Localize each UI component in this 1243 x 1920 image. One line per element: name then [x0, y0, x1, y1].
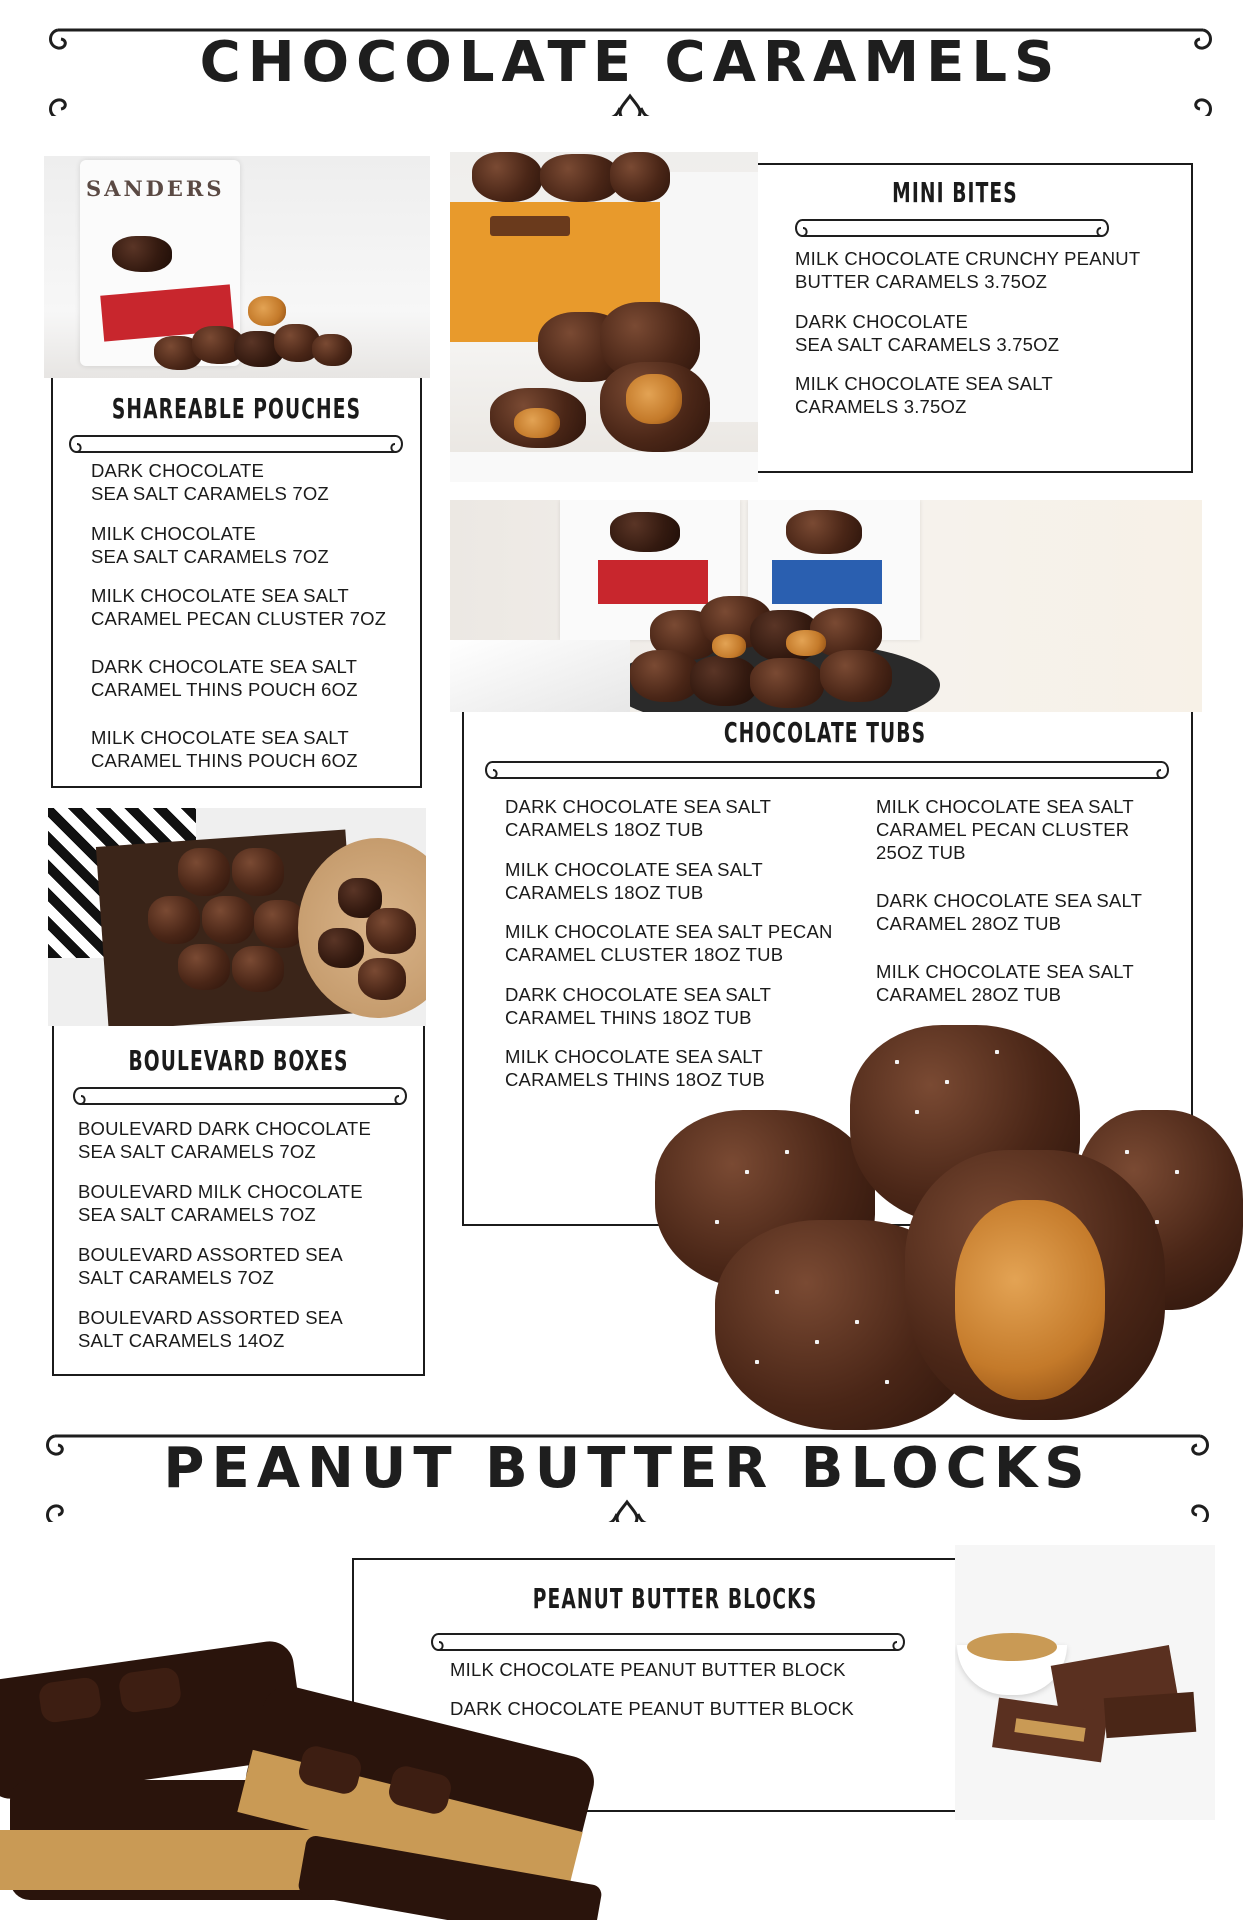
list-item: MILK CHOCOLATE SEA SALT CARAMELS 3.75OZ — [795, 373, 1053, 417]
scroll-divider-icon — [792, 216, 1112, 240]
peanut-butter-blocks-image — [955, 1545, 1215, 1820]
list-item: DARK CHOCOLATE SEA SALT CARAMELS 7OZ — [91, 460, 329, 504]
scroll-divider-icon — [66, 432, 406, 456]
list-item: MILK CHOCOLATE SEA SALT PECAN CARAMEL CLUSTER 18OZ TUB — [505, 921, 833, 965]
list-item: MILK CHOCOLATE CRUNCHY PEANUT BUTTER CARAMELS 3.75OZ — [795, 248, 1141, 292]
scroll-divider-icon — [482, 758, 1172, 782]
list-item: BOULEVARD ASSORTED SEA SALT CARAMELS 7OZ — [78, 1244, 343, 1288]
list-item: DARK CHOCOLATE SEA SALT CARAMEL 28OZ TUB — [876, 890, 1143, 934]
list-item: DARK CHOCOLATE PEANUT BUTTER BLOCK — [450, 1698, 854, 1719]
list-item: DARK CHOCOLATE SEA SALT CARAMELS 3.75OZ — [795, 311, 1060, 355]
list-item: MILK CHOCOLATE PEANUT BUTTER BLOCK — [450, 1659, 846, 1680]
list-item: DARK CHOCOLATE SEA SALT CARAMEL THINS POUCH 6OZ — [91, 656, 358, 700]
mini-bites-image — [450, 152, 758, 482]
chocolate-tubs-title: CHOCOLATE TUBS — [723, 716, 927, 749]
list-item: BOULEVARD DARK CHOCOLATE SEA SALT CARAMELS 7OZ — [78, 1118, 371, 1162]
shareable-pouches-title: SHAREABLE POUCHES — [111, 392, 362, 425]
chocolate-tubs-image — [450, 500, 1202, 712]
list-item: MILK CHOCOLATE SEA SALT CARAMEL PECAN CLUSTER 25OZ TUB — [876, 796, 1134, 863]
peanut-butter-block-photo — [0, 1640, 610, 1920]
list-item: MILK CHOCOLATE SEA SALT CARAMEL PECAN CLUSTER 7OZ — [91, 585, 387, 629]
list-item: MILK CHOCOLATE SEA SALT CARAMEL 28OZ TUB — [876, 961, 1134, 1005]
list-item: DARK CHOCOLATE SEA SALT CARAMELS 18OZ TUB — [505, 796, 772, 840]
list-item: MILK CHOCOLATE SEA SALT CARAMELS 7OZ — [91, 523, 329, 567]
list-item: BOULEVARD MILK CHOCOLATE SEA SALT CARAMELS 7OZ — [78, 1181, 363, 1225]
list-item: DARK CHOCOLATE SEA SALT CARAMEL THINS 18OZ TUB — [505, 984, 772, 1028]
banner-peanut-butter-blocks — [45, 1430, 1210, 1522]
banner-chocolate-caramels — [48, 24, 1213, 116]
banner-title: CHOCOLATE CARAMELS — [199, 30, 1062, 95]
mini-bites-title: MINI BITES — [892, 176, 1018, 209]
peanut-butter-blocks-title: PEANUT BUTTER BLOCKS — [532, 1582, 818, 1615]
list-item: BOULEVARD ASSORTED SEA SALT CARAMELS 14OZ — [78, 1307, 343, 1351]
boulevard-boxes-title: BOULEVARD BOXES — [128, 1044, 349, 1077]
scroll-divider-icon — [70, 1084, 410, 1108]
list-item: MILK CHOCOLATE SEA SALT CARAMELS 18OZ TUB — [505, 859, 763, 903]
shareable-pouches-image — [44, 156, 430, 378]
list-item: MILK CHOCOLATE SEA SALT CARAMELS THINS 18OZ TUB — [505, 1046, 765, 1090]
pouch-brand: SANDERS — [86, 176, 225, 201]
sea-salt-caramels-image — [655, 1020, 1243, 1432]
banner-title: PEANUT BUTTER BLOCKS — [163, 1436, 1092, 1501]
list-item: MILK CHOCOLATE SEA SALT CARAMEL THINS POUCH 6OZ — [91, 727, 358, 771]
boulevard-boxes-image — [48, 808, 426, 1026]
